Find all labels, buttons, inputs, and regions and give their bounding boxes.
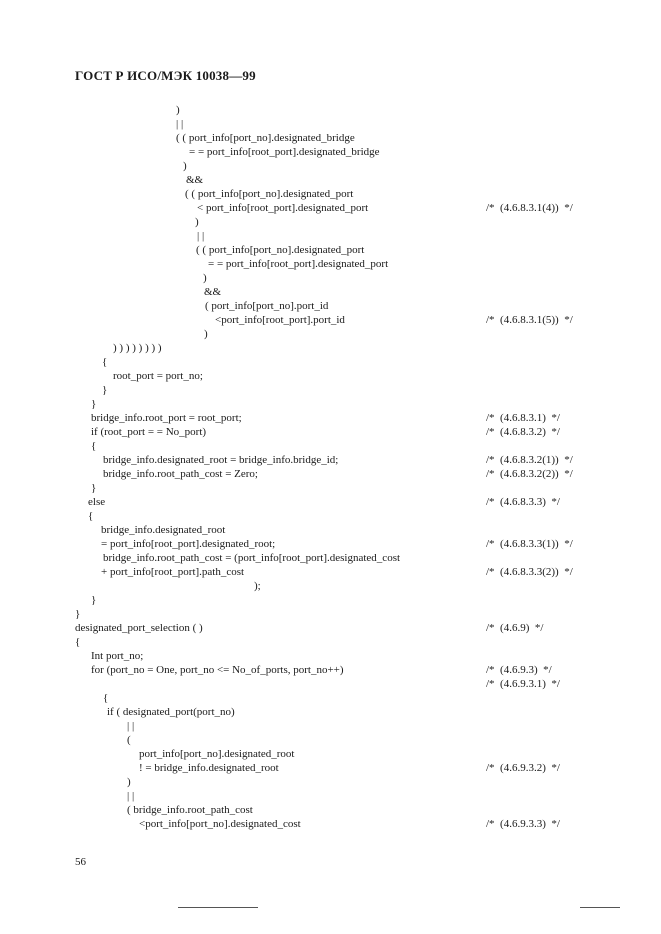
code-comment: /* (4.6.8.3.2) */ <box>486 426 560 438</box>
code-line: | | <box>176 118 184 130</box>
code-line: ( ( port_info[port_no].designated_bridge <box>176 132 355 144</box>
code-comment: /* (4.6.9.3.3) */ <box>486 818 560 830</box>
code-line: } <box>102 384 108 396</box>
code-comment: /* (4.6.9) */ <box>486 622 544 634</box>
code-comment: /* (4.6.8.3.3(2)) */ <box>486 566 573 578</box>
code-line: ) <box>203 272 207 284</box>
code-line: if ( designated_port(port_no) <box>107 706 235 718</box>
code-line: && <box>204 286 222 298</box>
code-comment: /* (4.6.8.3.1(4)) */ <box>486 202 573 214</box>
code-line: { <box>102 356 108 368</box>
code-line: ) <box>195 216 199 228</box>
code-line: && <box>186 174 204 186</box>
code-line: ( ( port_info[port_no].designated_port <box>185 188 354 200</box>
code-comment: /* (4.6.8.3.2(1)) */ <box>486 454 573 466</box>
code-line: bridge_info.designated_root = bridge_info.bridge_id; <box>103 454 339 466</box>
code-line: port_info[port_no].designated_root <box>139 748 295 760</box>
document-header: ГОСТ Р ИСО/МЭК 10038—99 <box>75 68 256 83</box>
code-comment: /* (4.6.8.3.2(2)) */ <box>486 468 573 480</box>
code-line: ); <box>254 580 261 592</box>
code-line: = = port_info[root_port].designated_port <box>208 258 389 270</box>
code-line: <port_info[port_no].designated_cost <box>139 818 301 830</box>
code-line: | | <box>197 230 205 242</box>
code-line: ) <box>127 776 131 788</box>
code-line: designated_port_selection ( ) <box>75 622 203 634</box>
code-line: ! = bridge_info.designated_root <box>139 762 279 774</box>
code-line: for (port_no = One, port_no <= No_of_ports, port_no++) <box>91 664 344 676</box>
code-line: } <box>75 608 81 620</box>
code-line: root_port = port_no; <box>113 370 203 382</box>
code-line: < port_info[root_port].designated_port <box>197 202 369 214</box>
code-line: } <box>91 594 97 606</box>
code-line: if (root_port = = No_port) <box>91 426 207 438</box>
code-line: bridge_info.designated_root <box>101 524 226 536</box>
code-line: | | <box>127 720 135 732</box>
code-line: bridge_info.root_port = root_port; <box>91 412 242 424</box>
code-comment: /* (4.6.8.3.1) */ <box>486 412 560 424</box>
code-line: ( port_info[port_no].port_id <box>205 300 329 312</box>
code-line: ) <box>183 160 187 172</box>
code-line: bridge_info.root_path_cost = Zero; <box>103 468 258 480</box>
code-line: else <box>88 496 106 508</box>
code-line: = port_info[root_port].designated_root; <box>101 538 276 550</box>
code-comment: /* (4.6.8.3.3) */ <box>486 496 560 508</box>
code-line: { <box>103 692 109 704</box>
code-line: } <box>91 482 97 494</box>
code-line: { <box>91 440 97 452</box>
code-line: ( bridge_info.root_path_cost <box>127 804 253 816</box>
footer-rule-left <box>178 907 258 908</box>
code-line: Int port_no; <box>91 650 144 662</box>
code-comment: /* (4.6.9.3.1) */ <box>486 678 560 690</box>
code-line: | | <box>127 790 135 802</box>
code-line: ( ( port_info[port_no].designated_port <box>196 244 365 256</box>
code-line: } <box>91 398 97 410</box>
code-comment: /* (4.6.9.3) */ <box>486 664 552 676</box>
code-line: ) ) ) ) ) ) ) ) <box>113 342 162 354</box>
code-line: ) <box>204 328 208 340</box>
page-number: 56 <box>75 856 86 868</box>
code-line: bridge_info.root_path_cost = (port_info[root_port].designated_cost <box>103 552 401 564</box>
code-comment: /* (4.6.9.3.2) */ <box>486 762 560 774</box>
code-comment: /* (4.6.8.3.3(1)) */ <box>486 538 573 550</box>
code-comment: /* (4.6.8.3.1(5)) */ <box>486 314 573 326</box>
code-line: ) <box>176 104 180 116</box>
footer-rule-right <box>580 907 620 908</box>
code-line: = = port_info[root_port].designated_bridge <box>189 146 380 158</box>
code-line: + port_info[root_port].path_cost <box>101 566 245 578</box>
code-line: ( <box>127 734 131 746</box>
code-line: { <box>88 510 94 522</box>
code-line: { <box>75 636 81 648</box>
code-line: <port_info[root_port].port_id <box>215 314 345 326</box>
